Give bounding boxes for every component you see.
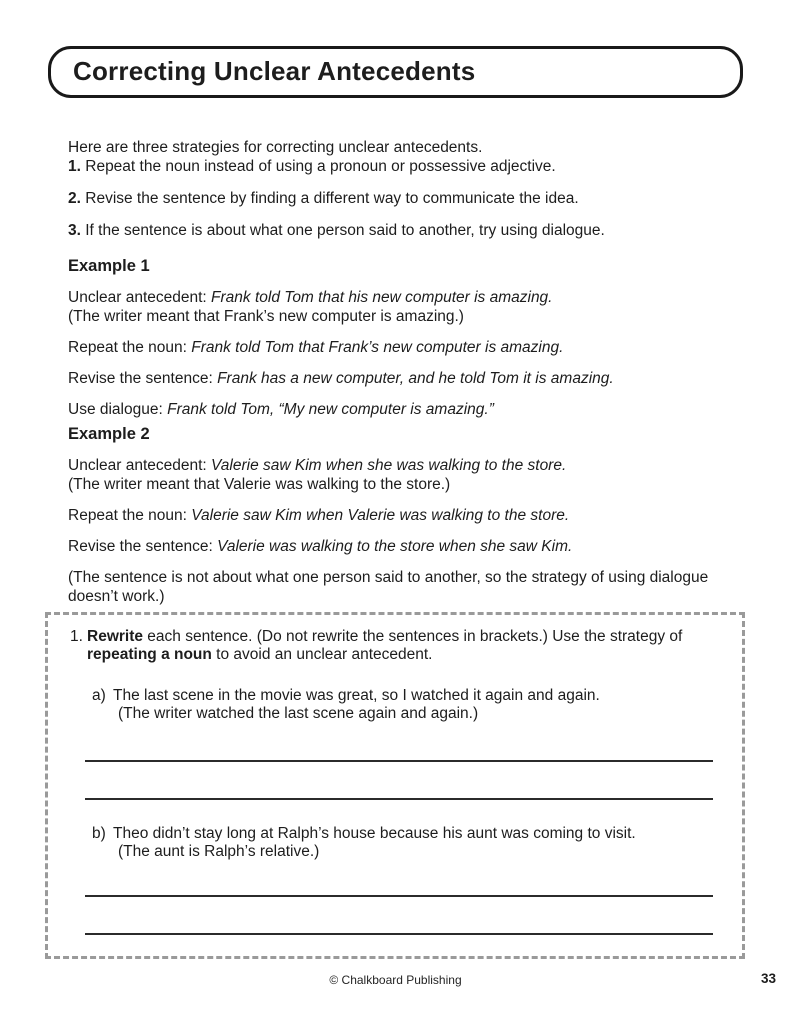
- row-sentence: Valerie was walking to the store when she saw Kim.: [217, 538, 573, 555]
- answer-line-b1[interactable]: [85, 895, 713, 897]
- example-1-heading: Example 1: [68, 257, 150, 275]
- strategy-list: [68, 158, 745, 254]
- copyright-text: © Chalkboard Publishing: [329, 973, 462, 987]
- example-2-heading: Example 2: [68, 425, 150, 443]
- page-title: Correcting Unclear Antecedents: [73, 56, 476, 86]
- item-note: (The writer watched the last scene again and again.): [118, 705, 479, 722]
- row-label: Repeat the noun:: [68, 507, 187, 524]
- example-1-section: [68, 256, 745, 419]
- question-number: 1.: [70, 628, 83, 645]
- example-row: [68, 400, 745, 419]
- exercise-item-b: [70, 825, 720, 861]
- item-note: (The aunt is Ralph’s relative.): [118, 843, 320, 860]
- row-sentence: Frank told Tom that Frank’s new computer is amazing.: [191, 339, 564, 356]
- instruction-part: Rewrite: [87, 628, 143, 645]
- example-2-section: [68, 424, 745, 606]
- example-closing-note: (The sentence is not about what one person said to another, so the strategy of using dialogue doesn’t work.): [68, 569, 709, 605]
- row-sentence: Frank told Tom, “My new computer is amazing.”: [167, 401, 494, 418]
- example-row: [68, 537, 745, 556]
- row-sentence: Valerie saw Kim when she was walking to the store.: [211, 457, 567, 474]
- row-label: Revise the sentence:: [68, 538, 213, 555]
- exercise-item-a: [70, 687, 720, 723]
- item-text: [113, 687, 720, 723]
- item-text: [113, 825, 720, 861]
- row-label: Repeat the noun:: [68, 339, 187, 356]
- example-row: [68, 506, 745, 525]
- instruction-part: each sentence. (Do not rewrite the sentences in brackets.) Use the strategy of: [143, 628, 683, 645]
- item-letter: a): [92, 687, 106, 704]
- row-note: (The writer meant that Frank’s new computer is amazing.): [68, 308, 464, 325]
- strategy-number: 2.: [68, 190, 81, 207]
- question-instruction: [87, 628, 720, 664]
- example-row: [68, 369, 745, 388]
- exercise-box: [45, 612, 745, 959]
- strategy-number: 1.: [68, 158, 81, 175]
- answer-line-a1[interactable]: [85, 760, 713, 762]
- strategy-text: Revise the sentence by finding a different way to communicate the idea.: [85, 190, 579, 207]
- answer-line-b2[interactable]: [85, 933, 713, 935]
- row-label: Unclear antecedent:: [68, 457, 207, 474]
- instruction-part: to avoid an unclear antecedent.: [211, 646, 433, 663]
- intro-text: Here are three strategies for correcting unclear antecedents.: [68, 138, 483, 156]
- strategy-text: If the sentence is about what one person said to another, try using dialogue.: [85, 222, 605, 239]
- example-row: [68, 338, 745, 357]
- answer-line-a2[interactable]: [85, 798, 713, 800]
- item-sentence: Theo didn’t stay long at Ralph’s house because his aunt was coming to visit.: [113, 825, 636, 842]
- row-label: Unclear antecedent:: [68, 289, 207, 306]
- row-sentence: Frank has a new computer, and he told Tom it is amazing.: [217, 370, 614, 387]
- item-sentence: The last scene in the movie was great, so I watched it again and again.: [113, 687, 600, 704]
- row-label: Use dialogue:: [68, 401, 163, 418]
- exercise-question: [70, 628, 720, 664]
- row-sentence: Frank told Tom that his new computer is amazing.: [211, 289, 553, 306]
- strategy-number: 3.: [68, 222, 81, 239]
- row-note: (The writer meant that Valerie was walking to the store.): [68, 476, 451, 493]
- strategy-item: [68, 158, 745, 176]
- example-row: [68, 456, 745, 494]
- row-label: Revise the sentence:: [68, 370, 213, 387]
- title-box: [48, 46, 743, 98]
- strategy-item: [68, 222, 745, 240]
- example-row: [68, 288, 745, 326]
- strategy-item: [68, 190, 745, 208]
- strategy-text: Repeat the noun instead of using a pronoun or possessive adjective.: [85, 158, 556, 175]
- page-number: 33: [760, 971, 776, 986]
- instruction-part: repeating a noun: [87, 646, 212, 663]
- item-letter: b): [92, 825, 106, 842]
- row-sentence: Valerie saw Kim when Valerie was walking to the store.: [191, 507, 570, 524]
